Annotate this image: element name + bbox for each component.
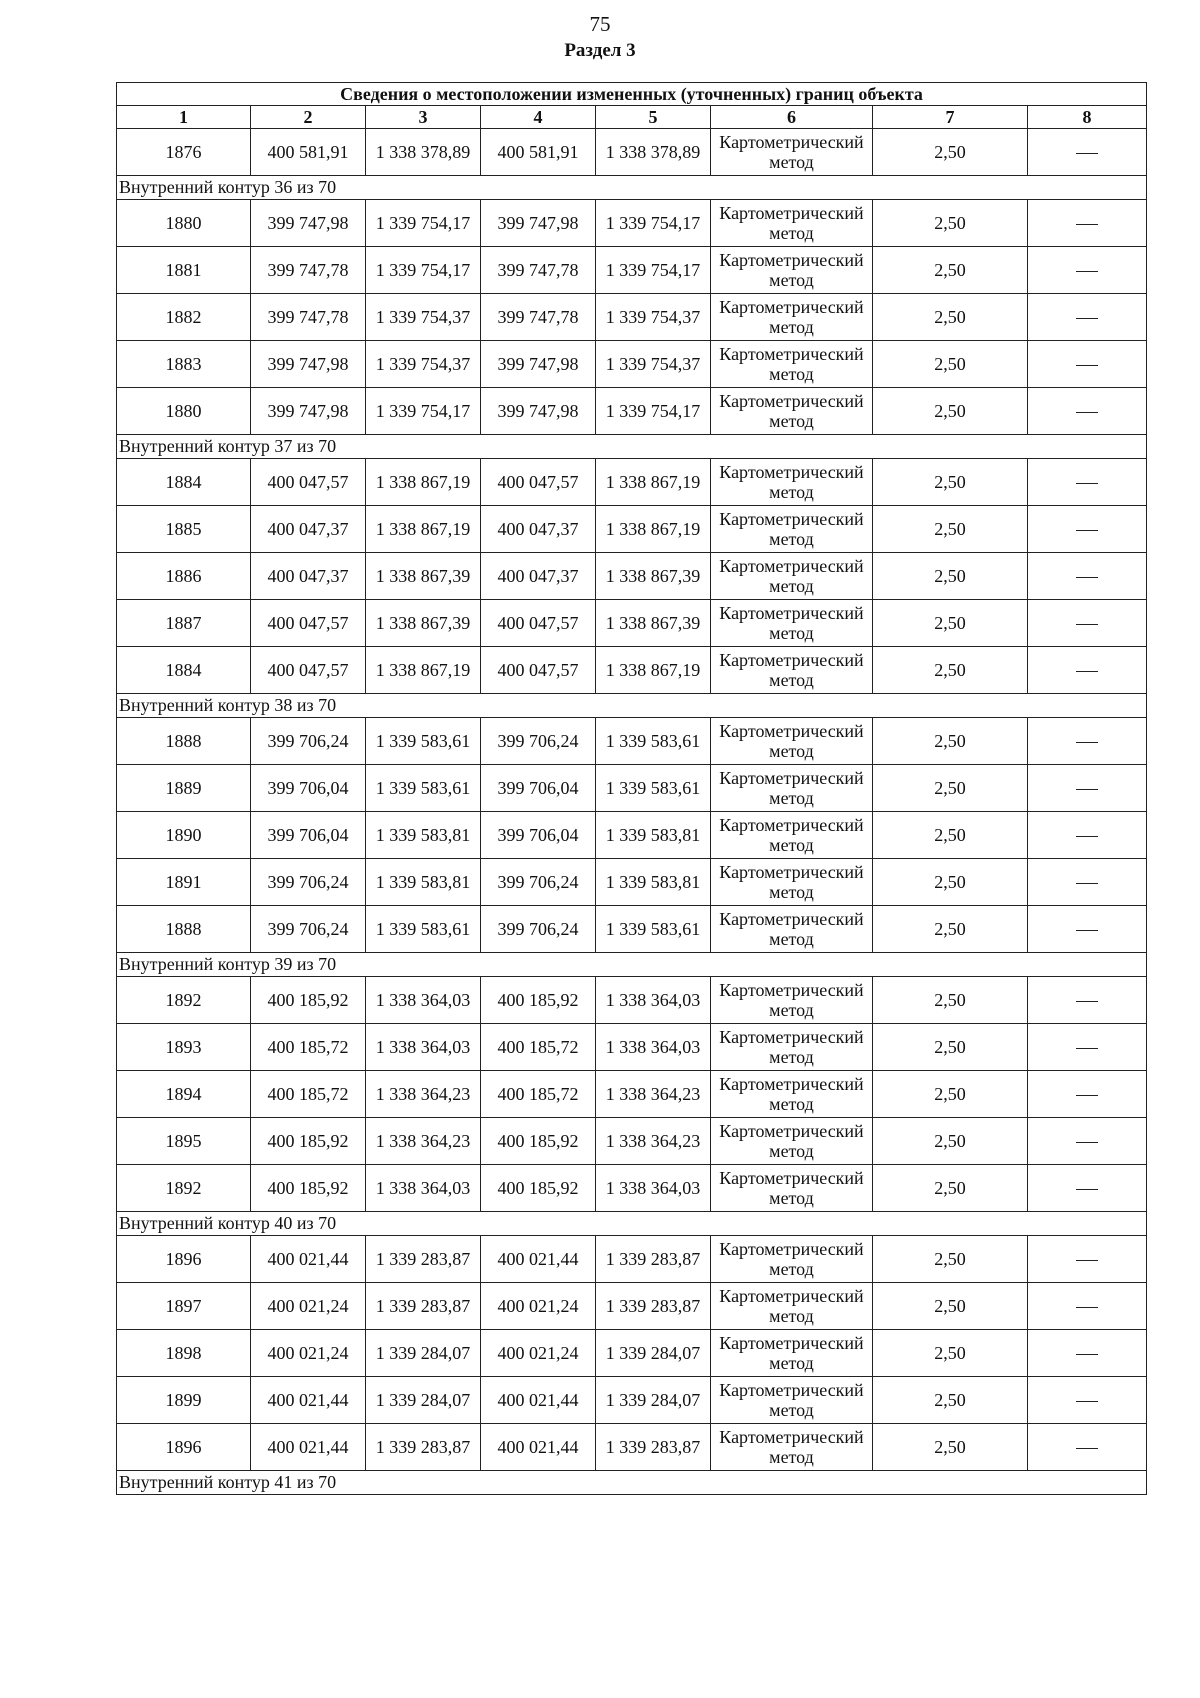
cell-point-number: 1883: [117, 341, 251, 388]
contour-row: [117, 176, 1147, 200]
cell-y-existing: 1 339 754,37: [366, 341, 481, 388]
cell-x-existing: 399 706,04: [251, 812, 366, 859]
section-title: Раздел 3: [564, 40, 636, 61]
table-row: [117, 553, 1147, 600]
column-number-row: [117, 106, 1147, 129]
table-row: [117, 1236, 1147, 1283]
table-row: [117, 859, 1147, 906]
dash-mark: [1076, 1401, 1098, 1402]
table-row: [117, 977, 1147, 1024]
cell-x-existing: 400 185,72: [251, 1071, 366, 1118]
cell-y-new: 1 338 867,19: [596, 506, 711, 553]
cell-y-new: 1 339 583,81: [596, 859, 711, 906]
cell-description: [1028, 1424, 1147, 1471]
cell-x-new: 399 747,98: [481, 200, 596, 247]
cell-x-existing: 399 747,78: [251, 294, 366, 341]
dash-mark: [1076, 1048, 1098, 1049]
cell-y-new: 1 339 283,87: [596, 1283, 711, 1330]
dash-mark: [1076, 1307, 1098, 1308]
cell-point-number: 1881: [117, 247, 251, 294]
cell-x-new: 399 747,98: [481, 388, 596, 435]
dash-mark: [1076, 1142, 1098, 1143]
table-row: [117, 341, 1147, 388]
cell-method: Картометрический метод: [711, 1330, 873, 1377]
cell-point-number: 1880: [117, 200, 251, 247]
cell-method: Картометрический метод: [711, 553, 873, 600]
cell-description: [1028, 647, 1147, 694]
cell-point-number: 1889: [117, 765, 251, 812]
cell-point-number: 1887: [117, 600, 251, 647]
cell-point-number: 1886: [117, 553, 251, 600]
dash-mark: [1076, 624, 1098, 625]
cell-y-existing: 1 339 283,87: [366, 1424, 481, 1471]
cell-y-existing: 1 339 754,17: [366, 200, 481, 247]
cell-description: [1028, 506, 1147, 553]
cell-x-existing: 400 021,44: [251, 1377, 366, 1424]
table-row: [117, 1118, 1147, 1165]
cell-accuracy: 2,50: [873, 765, 1028, 812]
table-row: [117, 1283, 1147, 1330]
cell-y-existing: 1 338 378,89: [366, 129, 481, 176]
cell-method: Картометрический метод: [711, 294, 873, 341]
table-row: [117, 200, 1147, 247]
cell-method: Картометрический метод: [711, 647, 873, 694]
cell-x-new: 399 747,78: [481, 294, 596, 341]
column-number: 6: [711, 106, 873, 129]
dash-mark: [1076, 836, 1098, 837]
cell-accuracy: 2,50: [873, 247, 1028, 294]
cell-x-new: 400 047,57: [481, 600, 596, 647]
column-number: 7: [873, 106, 1028, 129]
cell-description: [1028, 1236, 1147, 1283]
cell-method: Картометрический метод: [711, 859, 873, 906]
contour-label: Внутренний контур 36 из 70: [117, 176, 1147, 200]
cell-y-new: 1 338 364,23: [596, 1118, 711, 1165]
cell-y-existing: 1 338 364,03: [366, 977, 481, 1024]
cell-point-number: 1897: [117, 1283, 251, 1330]
cell-x-new: 399 706,04: [481, 812, 596, 859]
cell-y-new: 1 339 754,17: [596, 388, 711, 435]
cell-y-new: 1 339 754,17: [596, 247, 711, 294]
column-number: 2: [251, 106, 366, 129]
column-number: 3: [366, 106, 481, 129]
dash-mark: [1076, 318, 1098, 319]
cell-y-new: 1 339 283,87: [596, 1424, 711, 1471]
cell-accuracy: 2,50: [873, 553, 1028, 600]
cell-point-number: 1891: [117, 859, 251, 906]
cell-x-existing: 400 581,91: [251, 129, 366, 176]
cell-x-existing: 399 706,24: [251, 906, 366, 953]
cell-method: Картометрический метод: [711, 765, 873, 812]
cell-x-new: 399 747,78: [481, 247, 596, 294]
table-row: [117, 129, 1147, 176]
cell-y-existing: 1 338 364,23: [366, 1071, 481, 1118]
table-row: [117, 1377, 1147, 1424]
cell-y-existing: 1 339 583,61: [366, 906, 481, 953]
contour-row: [117, 1471, 1147, 1495]
contour-label: Внутренний контур 39 из 70: [117, 953, 1147, 977]
cell-x-new: 400 047,37: [481, 506, 596, 553]
cell-y-new: 1 338 867,39: [596, 553, 711, 600]
column-number: 1: [117, 106, 251, 129]
cell-method: Картометрический метод: [711, 506, 873, 553]
cell-y-existing: 1 339 583,81: [366, 812, 481, 859]
cell-x-existing: 400 047,57: [251, 459, 366, 506]
cell-accuracy: 2,50: [873, 859, 1028, 906]
dash-mark: [1076, 153, 1098, 154]
dash-mark: [1076, 1001, 1098, 1002]
cell-point-number: 1898: [117, 1330, 251, 1377]
cell-accuracy: 2,50: [873, 1118, 1028, 1165]
cell-x-new: 400 185,92: [481, 1165, 596, 1212]
cell-x-new: 400 185,72: [481, 1071, 596, 1118]
cell-y-existing: 1 338 867,39: [366, 553, 481, 600]
table-row: [117, 247, 1147, 294]
cell-y-existing: 1 339 754,17: [366, 388, 481, 435]
dash-mark: [1076, 671, 1098, 672]
cell-x-existing: 400 185,92: [251, 1165, 366, 1212]
cell-y-new: 1 339 754,37: [596, 294, 711, 341]
cell-x-existing: 399 747,98: [251, 341, 366, 388]
contour-label: Внутренний контур 40 из 70: [117, 1212, 1147, 1236]
cell-x-existing: 400 047,57: [251, 647, 366, 694]
cell-x-existing: 400 185,72: [251, 1024, 366, 1071]
contour-row: [117, 694, 1147, 718]
table-row: [117, 600, 1147, 647]
cell-description: [1028, 1024, 1147, 1071]
cell-description: [1028, 1283, 1147, 1330]
page-number: 75: [589, 12, 611, 36]
table-row: [117, 506, 1147, 553]
cell-x-existing: 400 021,24: [251, 1283, 366, 1330]
column-number: 5: [596, 106, 711, 129]
cell-description: [1028, 129, 1147, 176]
dash-mark: [1076, 483, 1098, 484]
cell-point-number: 1882: [117, 294, 251, 341]
cell-x-new: 400 185,92: [481, 977, 596, 1024]
table-row: [117, 294, 1147, 341]
cell-description: [1028, 247, 1147, 294]
cell-method: Картометрический метод: [711, 341, 873, 388]
cell-y-existing: 1 338 867,19: [366, 506, 481, 553]
cell-method: Картометрический метод: [711, 1236, 873, 1283]
cell-y-existing: 1 338 867,19: [366, 459, 481, 506]
cell-method: Картометрический метод: [711, 718, 873, 765]
cell-x-new: 399 706,04: [481, 765, 596, 812]
cell-point-number: 1884: [117, 647, 251, 694]
dash-mark: [1076, 1189, 1098, 1190]
cell-method: Картометрический метод: [711, 1283, 873, 1330]
contour-row: [117, 435, 1147, 459]
cell-x-existing: 400 047,37: [251, 553, 366, 600]
cell-y-existing: 1 338 364,23: [366, 1118, 481, 1165]
cell-method: Картометрический метод: [711, 129, 873, 176]
cell-y-existing: 1 339 283,87: [366, 1236, 481, 1283]
cell-method: Картометрический метод: [711, 1165, 873, 1212]
cell-point-number: 1885: [117, 506, 251, 553]
cell-method: Картометрический метод: [711, 1118, 873, 1165]
cell-accuracy: 2,50: [873, 1071, 1028, 1118]
cell-x-existing: 400 021,24: [251, 1330, 366, 1377]
cell-y-existing: 1 339 583,61: [366, 765, 481, 812]
cell-description: [1028, 388, 1147, 435]
table-row: [117, 812, 1147, 859]
column-number: 4: [481, 106, 596, 129]
boundary-coordinates-table: [116, 82, 1147, 1495]
table-row: [117, 906, 1147, 953]
cell-y-existing: 1 339 754,37: [366, 294, 481, 341]
cell-x-existing: 399 706,04: [251, 765, 366, 812]
cell-point-number: 1888: [117, 718, 251, 765]
cell-description: [1028, 977, 1147, 1024]
table-row: [117, 718, 1147, 765]
cell-point-number: 1880: [117, 388, 251, 435]
cell-x-existing: 400 047,57: [251, 600, 366, 647]
cell-accuracy: 2,50: [873, 647, 1028, 694]
dash-mark: [1076, 271, 1098, 272]
cell-y-existing: 1 339 283,87: [366, 1283, 481, 1330]
contour-label: Внутренний контур 37 из 70: [117, 435, 1147, 459]
cell-description: [1028, 859, 1147, 906]
cell-y-new: 1 338 364,03: [596, 1165, 711, 1212]
cell-description: [1028, 1118, 1147, 1165]
dash-mark: [1076, 883, 1098, 884]
cell-x-new: 400 047,37: [481, 553, 596, 600]
cell-description: [1028, 294, 1147, 341]
cell-method: Картометрический метод: [711, 812, 873, 859]
cell-accuracy: 2,50: [873, 1377, 1028, 1424]
cell-y-existing: 1 339 583,81: [366, 859, 481, 906]
dash-mark: [1076, 1095, 1098, 1096]
cell-accuracy: 2,50: [873, 200, 1028, 247]
cell-y-new: 1 338 867,19: [596, 647, 711, 694]
cell-y-new: 1 339 754,37: [596, 341, 711, 388]
cell-description: [1028, 200, 1147, 247]
cell-y-new: 1 339 583,61: [596, 906, 711, 953]
cell-method: Картометрический метод: [711, 906, 873, 953]
cell-y-existing: 1 338 867,39: [366, 600, 481, 647]
table-row: [117, 1165, 1147, 1212]
cell-y-new: 1 339 583,81: [596, 812, 711, 859]
cell-y-new: 1 338 867,19: [596, 459, 711, 506]
cell-accuracy: 2,50: [873, 1330, 1028, 1377]
cell-point-number: 1893: [117, 1024, 251, 1071]
cell-y-new: 1 338 364,03: [596, 1024, 711, 1071]
cell-x-new: 400 021,24: [481, 1283, 596, 1330]
cell-y-new: 1 339 583,61: [596, 765, 711, 812]
cell-x-new: 400 185,72: [481, 1024, 596, 1071]
cell-method: Картометрический метод: [711, 388, 873, 435]
dash-mark: [1076, 412, 1098, 413]
dash-mark: [1076, 530, 1098, 531]
cell-accuracy: 2,50: [873, 341, 1028, 388]
table-row: [117, 1071, 1147, 1118]
cell-accuracy: 2,50: [873, 718, 1028, 765]
table-row: [117, 1330, 1147, 1377]
cell-accuracy: 2,50: [873, 812, 1028, 859]
contour-row: [117, 1212, 1147, 1236]
dash-mark: [1076, 930, 1098, 931]
cell-accuracy: 2,50: [873, 294, 1028, 341]
cell-x-existing: 399 747,78: [251, 247, 366, 294]
dash-mark: [1076, 224, 1098, 225]
cell-x-existing: 399 706,24: [251, 718, 366, 765]
cell-method: Картометрический метод: [711, 1424, 873, 1471]
cell-point-number: 1894: [117, 1071, 251, 1118]
dash-mark: [1076, 577, 1098, 578]
contour-row: [117, 953, 1147, 977]
cell-y-existing: 1 339 284,07: [366, 1330, 481, 1377]
cell-description: [1028, 341, 1147, 388]
dash-mark: [1076, 1448, 1098, 1449]
cell-x-existing: 399 747,98: [251, 388, 366, 435]
cell-y-new: 1 338 364,23: [596, 1071, 711, 1118]
cell-accuracy: 2,50: [873, 388, 1028, 435]
dash-mark: [1076, 365, 1098, 366]
cell-description: [1028, 906, 1147, 953]
cell-method: Картометрический метод: [711, 1377, 873, 1424]
cell-method: Картометрический метод: [711, 247, 873, 294]
cell-x-new: 400 047,57: [481, 459, 596, 506]
table-row: [117, 1024, 1147, 1071]
cell-y-new: 1 339 283,87: [596, 1236, 711, 1283]
column-number: 8: [1028, 106, 1147, 129]
table-row: [117, 1424, 1147, 1471]
cell-x-existing: 400 047,37: [251, 506, 366, 553]
cell-accuracy: 2,50: [873, 1024, 1028, 1071]
table-body: [117, 129, 1147, 1495]
cell-description: [1028, 1377, 1147, 1424]
cell-description: [1028, 1165, 1147, 1212]
cell-point-number: 1888: [117, 906, 251, 953]
cell-y-new: 1 338 867,39: [596, 600, 711, 647]
cell-accuracy: 2,50: [873, 459, 1028, 506]
table-row: [117, 647, 1147, 694]
cell-y-new: 1 338 364,03: [596, 977, 711, 1024]
cell-point-number: 1884: [117, 459, 251, 506]
cell-method: Картометрический метод: [711, 977, 873, 1024]
cell-accuracy: 2,50: [873, 1424, 1028, 1471]
cell-y-new: 1 339 284,07: [596, 1330, 711, 1377]
cell-description: [1028, 812, 1147, 859]
cell-accuracy: 2,50: [873, 977, 1028, 1024]
cell-point-number: 1899: [117, 1377, 251, 1424]
cell-point-number: 1892: [117, 1165, 251, 1212]
cell-method: Картометрический метод: [711, 459, 873, 506]
cell-x-new: 400 021,24: [481, 1330, 596, 1377]
cell-point-number: 1896: [117, 1424, 251, 1471]
cell-y-new: 1 339 754,17: [596, 200, 711, 247]
cell-x-existing: 399 747,98: [251, 200, 366, 247]
cell-x-new: 399 706,24: [481, 718, 596, 765]
cell-point-number: 1890: [117, 812, 251, 859]
cell-method: Картометрический метод: [711, 200, 873, 247]
cell-y-new: 1 338 378,89: [596, 129, 711, 176]
cell-accuracy: 2,50: [873, 1283, 1028, 1330]
cell-method: Картометрический метод: [711, 600, 873, 647]
cell-y-existing: 1 339 754,17: [366, 247, 481, 294]
cell-description: [1028, 600, 1147, 647]
cell-point-number: 1892: [117, 977, 251, 1024]
contour-label: Внутренний контур 41 из 70: [117, 1471, 1147, 1495]
cell-accuracy: 2,50: [873, 129, 1028, 176]
dash-mark: [1076, 1260, 1098, 1261]
cell-x-new: 400 581,91: [481, 129, 596, 176]
table-caption: Сведения о местоположении измененных (уточненных) границ объекта: [117, 83, 1147, 106]
cell-x-new: 400 047,57: [481, 647, 596, 694]
cell-x-existing: 399 706,24: [251, 859, 366, 906]
cell-point-number: 1896: [117, 1236, 251, 1283]
cell-accuracy: 2,50: [873, 506, 1028, 553]
cell-x-new: 400 021,44: [481, 1424, 596, 1471]
cell-x-existing: 400 021,44: [251, 1236, 366, 1283]
cell-description: [1028, 1330, 1147, 1377]
table-row: [117, 388, 1147, 435]
cell-accuracy: 2,50: [873, 1165, 1028, 1212]
dash-mark: [1076, 789, 1098, 790]
cell-x-new: 399 747,98: [481, 341, 596, 388]
cell-y-existing: 1 339 583,61: [366, 718, 481, 765]
cell-x-existing: 400 185,92: [251, 1118, 366, 1165]
dash-mark: [1076, 1354, 1098, 1355]
cell-accuracy: 2,50: [873, 1236, 1028, 1283]
cell-y-new: 1 339 583,61: [596, 718, 711, 765]
cell-description: [1028, 718, 1147, 765]
cell-description: [1028, 765, 1147, 812]
cell-point-number: 1895: [117, 1118, 251, 1165]
cell-y-new: 1 339 284,07: [596, 1377, 711, 1424]
cell-y-existing: 1 338 364,03: [366, 1165, 481, 1212]
dash-mark: [1076, 742, 1098, 743]
cell-accuracy: 2,50: [873, 906, 1028, 953]
cell-y-existing: 1 338 364,03: [366, 1024, 481, 1071]
cell-x-new: 399 706,24: [481, 906, 596, 953]
cell-method: Картометрический метод: [711, 1024, 873, 1071]
cell-x-new: 400 021,44: [481, 1236, 596, 1283]
cell-method: Картометрический метод: [711, 1071, 873, 1118]
cell-point-number: 1876: [117, 129, 251, 176]
cell-y-existing: 1 338 867,19: [366, 647, 481, 694]
cell-description: [1028, 1071, 1147, 1118]
cell-x-existing: 400 185,92: [251, 977, 366, 1024]
table-row: [117, 765, 1147, 812]
cell-x-new: 399 706,24: [481, 859, 596, 906]
table-row: [117, 459, 1147, 506]
cell-accuracy: 2,50: [873, 600, 1028, 647]
cell-description: [1028, 459, 1147, 506]
cell-x-new: 400 021,44: [481, 1377, 596, 1424]
cell-x-new: 400 185,92: [481, 1118, 596, 1165]
cell-description: [1028, 553, 1147, 600]
cell-x-existing: 400 021,44: [251, 1424, 366, 1471]
cell-y-existing: 1 339 284,07: [366, 1377, 481, 1424]
contour-label: Внутренний контур 38 из 70: [117, 694, 1147, 718]
